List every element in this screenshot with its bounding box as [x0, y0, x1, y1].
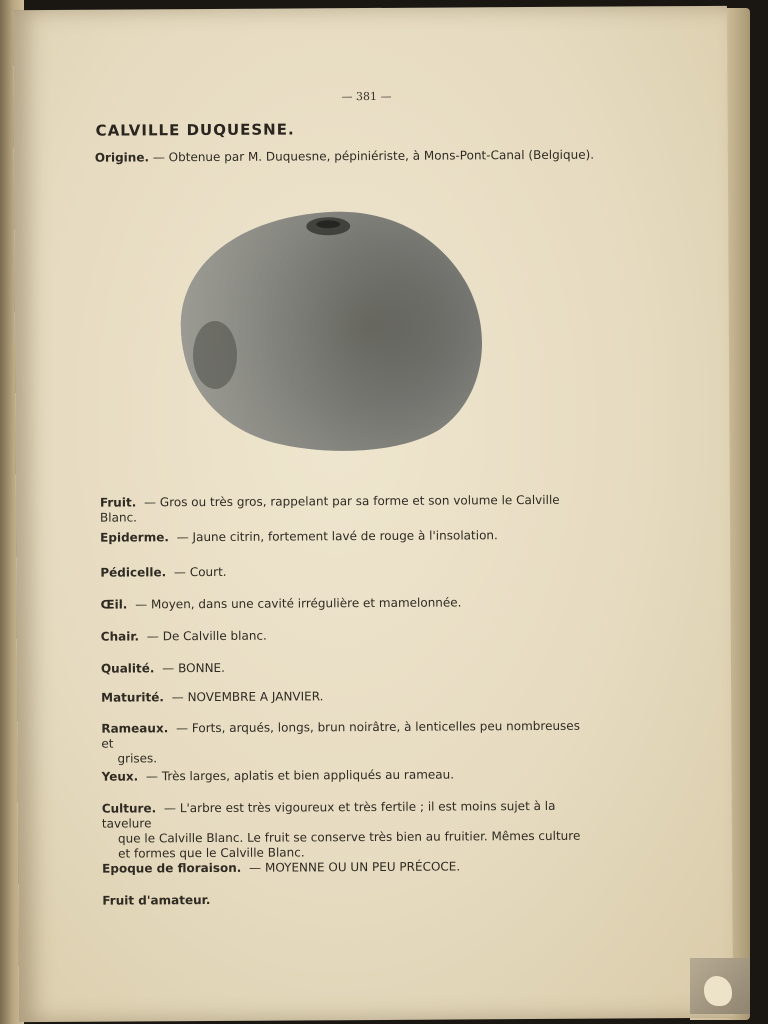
field-label: Maturité. — [101, 690, 164, 705]
field-label: Œil. — [100, 597, 128, 612]
field-chair — [101, 627, 591, 645]
corner-watermark — [690, 958, 750, 1014]
page-number: — 381 — — [341, 89, 392, 104]
field-pedicelle — [100, 563, 590, 581]
field-label: Pédicelle. — [100, 565, 167, 580]
field-continuation: grises. — [117, 751, 158, 766]
field-amateur — [102, 891, 592, 909]
field-maturite — [101, 688, 591, 706]
description-fields — [99, 492, 590, 908]
field-text: — MOYENNE OU UN PEU PRÉCOCE. — [249, 859, 461, 875]
field-fruit — [100, 493, 590, 526]
field-text: — Gros ou très gros, rappelant par sa forme et son volume le Calville Blanc. — [99, 492, 560, 525]
field-text: — L'arbre est très vigoureux et très fertile ; il est moins sujet à la tavelure — [101, 798, 556, 831]
origin-text: — Obtenue par M. Duquesne, pépiniériste, à Mons-Pont-Canal (Belgique). — [152, 147, 595, 165]
entry-title: CALVILLE DUQUESNE. — [95, 120, 295, 140]
field-text: — Jaune citrin, fortement lavé de rouge à l'insolation. — [176, 528, 498, 545]
field-label: Fruit d'amateur. — [102, 893, 211, 908]
origin-label: Origine. — [94, 150, 150, 165]
field-floraison — [102, 859, 592, 877]
field-label: Yeux. — [101, 769, 139, 784]
field-rameaux — [101, 719, 591, 767]
field-label: Epoque de floraison. — [102, 860, 242, 876]
field-text: — BONNE. — [162, 660, 225, 676]
field-label: Qualité. — [100, 661, 155, 676]
field-label: Chair. — [100, 629, 140, 644]
field-continuation: que le Calville Blanc. Le fruit se conserve très bien au fruitier. Mêmes culture et formes que le Calville Blanc. — [117, 828, 581, 861]
field-oeil — [101, 595, 591, 613]
field-text: — Court. — [173, 564, 227, 580]
field-label: Fruit. — [99, 495, 137, 510]
field-yeux — [102, 767, 592, 785]
field-text: — Forts, arqués, longs, brun noirâtre, à lenticelles peu nombreuses et — [101, 718, 580, 751]
field-text: — Très larges, aplatis et bien appliqués au rameau. — [145, 767, 455, 784]
field-text: — NOVEMBRE A JANVIER. — [171, 689, 324, 705]
apple-illustration — [176, 203, 490, 453]
field-label: Epiderme. — [100, 530, 169, 545]
book-page — [13, 6, 733, 1022]
corner-blob — [704, 976, 732, 1006]
field-text: — De Calville blanc. — [146, 628, 267, 644]
field-label: Rameaux. — [101, 721, 169, 736]
origin-line — [95, 147, 655, 164]
field-text: — Moyen, dans une cavité irrégulière et mamelonnée. — [135, 595, 462, 612]
field-epiderme — [100, 528, 590, 546]
field-culture — [102, 799, 592, 862]
field-label: Culture. — [101, 801, 157, 816]
field-qualite — [101, 659, 591, 677]
